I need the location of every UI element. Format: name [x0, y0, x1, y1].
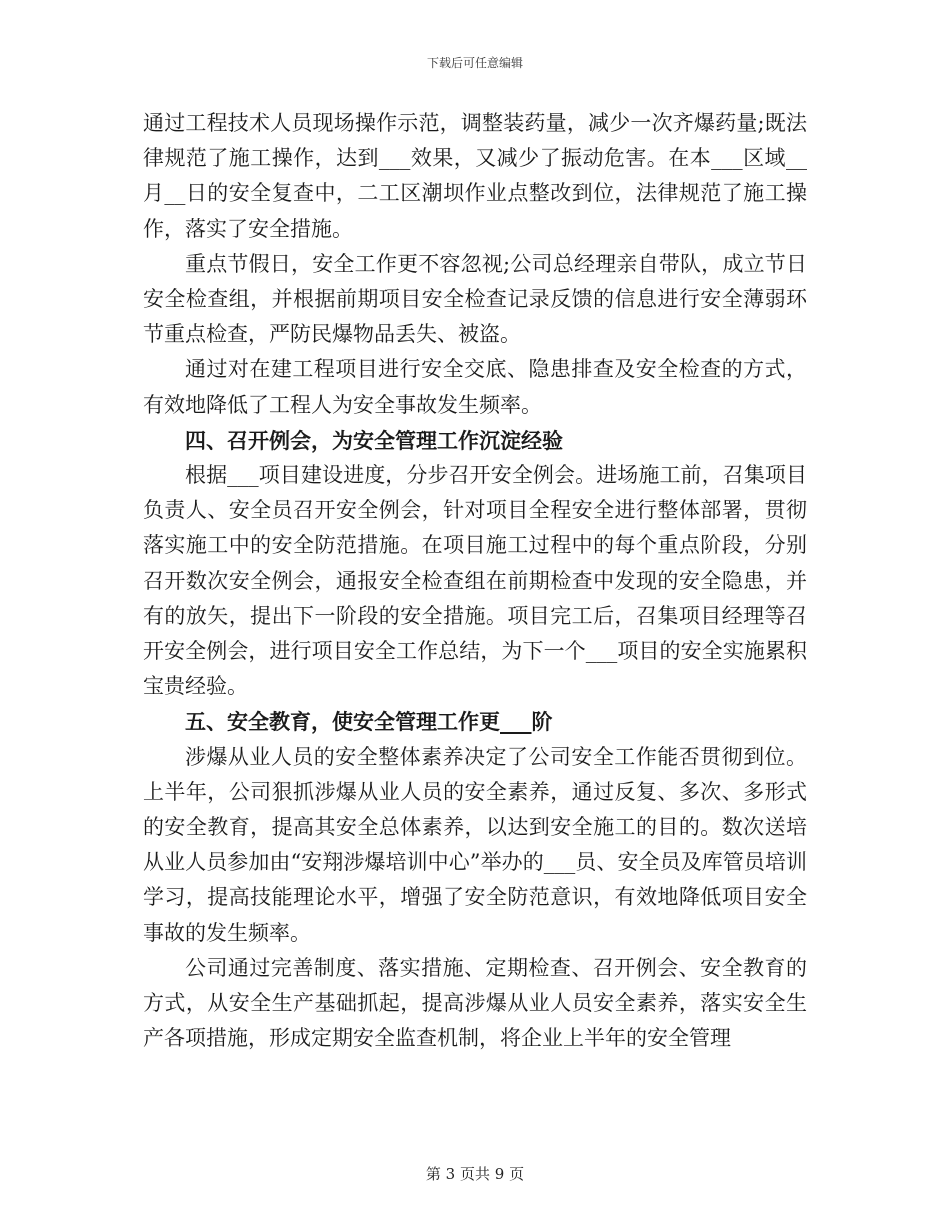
section-heading-5: 五、安全教育，使安全管理工作更___阶 [185, 709, 553, 735]
paragraph-blasting-operation: 通过工程技术人员现场操作示范，调整装药量，减少一次齐爆药量;既法律规范了施工操作，达到___效果，又减少了振动危害。在本___区域__月__日的安全复查中，二工区潮坝作业点整改到位，法律规范了施工操作，落实了安全措施。 [143, 111, 807, 241]
paragraph-safety-meetings: 根据___项目建设进度，分步召开安全例会。进场施工前，召集项目负责人、安全员召开安全例会，针对项目全程安全进行整体部署，贯彻落实施工中的安全防范措施。在项目施工过程中的每个重点阶段，分别召开数次安全例会，通报安全检查组在前期检查中发现的安全隐患，并有的放矢，提出下一阶段的安全措施。项目完工后，召集项目经理等召开安全例会，进行项目安全工作总结，为下一个___项目的安全实施累积宝贵经验。 [143, 463, 807, 699]
paragraph-hazard-check: 通过对在建工程项目进行安全交底、隐患排查及安全检查的方式，有效地降低了工程人为安全事故发生频率。 [143, 357, 807, 417]
paragraph-summary: 公司通过完善制度、落实措施、定期检查、召开例会、安全教育的方式，从安全生产基础抓起，提高涉爆从业人员安全素养，落实安全生产各项措施，形成定期安全监查机制，将企业上半年的安全管理 [143, 955, 807, 1051]
page-number: 第 3 页共 9 页 [425, 1165, 525, 1183]
paragraph-holiday-inspection: 重点节假日，安全工作更不容忽视;公司总经理亲自带队，成立节日安全检查组，并根据前期项目安全检查记录反馈的信息进行安全薄弱环节重点检查，严防民爆物品丢失、被盗。 [143, 251, 807, 347]
document-body [143, 106, 807, 1056]
page-header-note: 下载后可任意编辑 [426, 56, 523, 70]
section-heading-4: 四、召开例会，为安全管理工作沉淀经验 [185, 427, 563, 453]
paragraph-safety-education: 涉爆从业人员的安全整体素养决定了公司安全工作能否贯彻到位。上半年，公司狠抓涉爆从业人员的安全素养，通过反复、多次、多形式的安全教育，提高其安全总体素养，以达到安全施工的目的。数次送培从业人员参加由“安翔涉爆培训中心”举办的___员、安全员及库管员培训学习，提高技能理论水平，增强了安全防范意识，有效地降低项目安全事故的发生频率。 [143, 744, 807, 945]
